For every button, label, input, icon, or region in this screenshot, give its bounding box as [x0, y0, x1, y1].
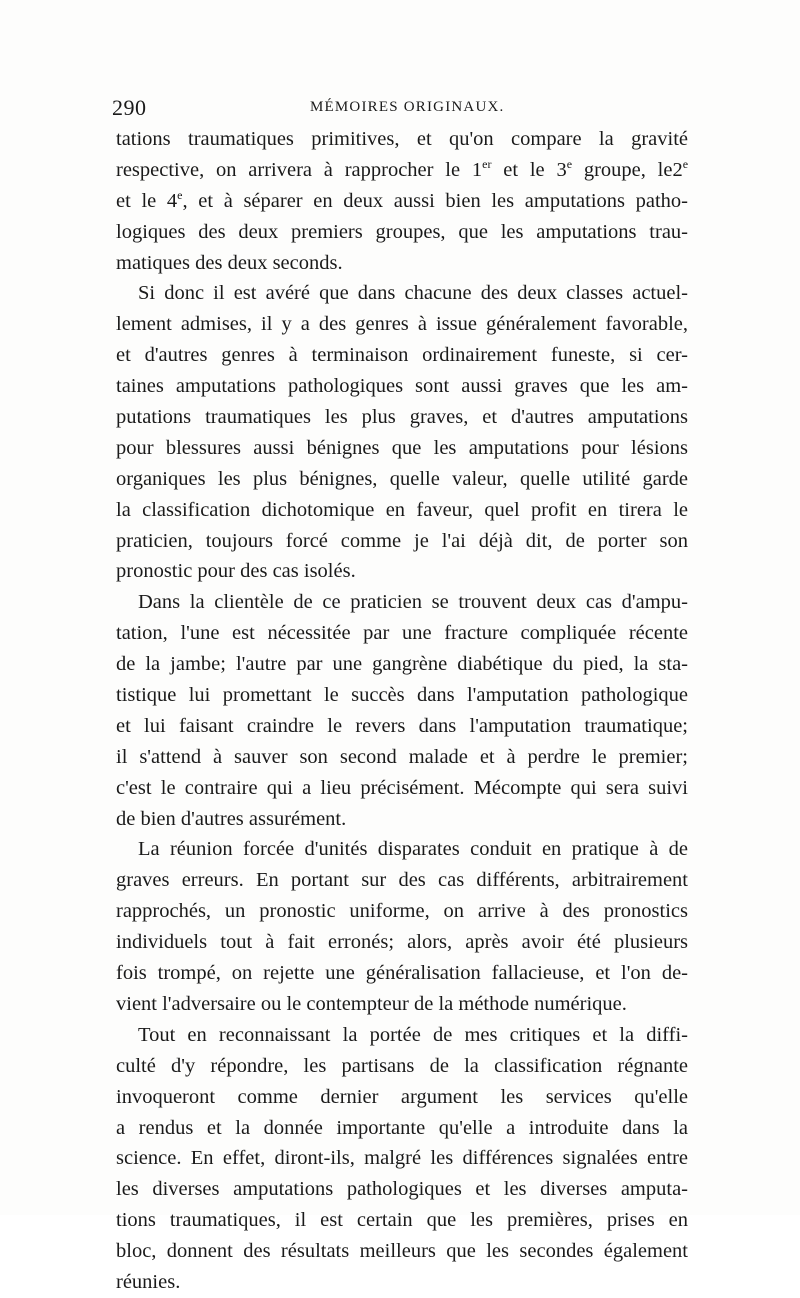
text-line: graves erreurs. En portant sur des cas différents, arbitrairement	[116, 869, 688, 892]
running-title: MÉMOIRES ORIGINAUX.	[310, 99, 505, 115]
text-line: a rendus et la donnée importante qu'elle a introduite dans la	[116, 1116, 688, 1139]
text-line: logiques des deux premiers groupes, que les amputations trau-	[116, 220, 688, 243]
ordinal-number: 4	[166, 189, 178, 212]
text-line: taines amputations pathologiques sont aussi graves que les am-	[116, 375, 688, 398]
paragraph-first-line: Dans la clientèle de ce praticien se trouvent deux cas d'ampu-	[138, 591, 688, 614]
text-line: pronostic pour des cas isolés.	[116, 560, 356, 583]
text-line: et lui faisant craindre le revers dans l'amputation traumatique;	[116, 714, 688, 737]
text-fragment: et le	[503, 158, 545, 181]
ordinal-number: 2	[672, 158, 683, 181]
text-fragment: , et à séparer en deux aussi bien les amputations patho-	[182, 189, 688, 212]
ordinal-suffix: e	[682, 156, 688, 171]
text-line: tistique lui promettant le succès dans l'amputation pathologique	[116, 684, 688, 707]
text-line: vient l'adversaire ou le contempteur de la méthode numérique.	[116, 992, 627, 1015]
text-line: praticien, toujours forcé comme je l'ai déjà dit, de porter son	[116, 529, 688, 552]
text-line	[116, 155, 688, 186]
page-header	[112, 95, 702, 125]
text-line: de bien d'autres assurément.	[116, 807, 347, 830]
text-line: il s'attend à sauver son second malade et à perdre le premier;	[116, 745, 688, 768]
text-line: bloc, donnent des résultats meilleurs que les secondes également	[116, 1240, 688, 1263]
text-line: rapprochés, un pronostic uniforme, on arrive à des pronostics	[116, 900, 688, 923]
text-line: pour blessures aussi bénignes que les amputations pour lésions	[116, 436, 688, 459]
paragraph-first-line: La réunion forcée d'unités disparates conduit en pratique à de	[138, 838, 688, 861]
text-line: science. En effet, diront-ils, malgré les différences signalées entre	[116, 1147, 688, 1170]
text-line: tions traumatiques, il est certain que les premières, prises en	[116, 1209, 688, 1232]
text-line: invoqueront comme dernier argument les services qu'elle	[116, 1085, 688, 1108]
text-line: matiques des deux seconds.	[116, 251, 343, 274]
paragraph-first-line: Si donc il est avéré que dans chacune des deux classes actuel-	[138, 282, 688, 305]
body-text	[116, 124, 688, 1298]
text-line: putations traumatiques les plus graves, et d'autres amputations	[116, 406, 688, 429]
ordinal-suffix: e	[177, 187, 183, 202]
text-line: organiques les plus bénignes, quelle valeur, quelle utilité garde	[116, 467, 688, 490]
text-line: et d'autres genres à terminaison ordinairement funeste, si cer-	[116, 344, 688, 367]
ordinal-number: 1	[471, 158, 483, 181]
text-line: tation, l'une est nécessitée par une fracture compliquée récente	[116, 622, 688, 645]
text-line: réunies.	[116, 1270, 181, 1293]
text-fragment: respective, on arrivera à rapprocher le	[116, 158, 461, 181]
text-line: de la jambe; l'autre par une gangrène diabétique du pied, la sta-	[116, 653, 688, 676]
text-line: c'est le contraire qui a lieu précisément. Mécompte qui sera suivi	[116, 776, 688, 799]
text-line: tations traumatiques primitives, et qu'on compare la gravité	[116, 128, 688, 150]
text-fragment: groupe, le	[583, 158, 673, 181]
text-line: lement admises, il y a des genres à issue généralement favorable,	[116, 313, 688, 336]
text-line: culté d'y répondre, les partisans de la classification régnante	[116, 1054, 688, 1077]
text-fragment: et le	[116, 189, 157, 212]
ordinal-suffix: er	[482, 156, 492, 171]
ordinal-number: 3	[556, 158, 567, 181]
text-line: les diverses amputations pathologiques et les diverses amputa-	[116, 1178, 688, 1201]
ordinal-suffix: e	[566, 156, 573, 171]
page-number: 290	[112, 95, 147, 120]
text-line	[116, 186, 688, 217]
text-line: fois trompé, on rejette une généralisation fallacieuse, et l'on de-	[116, 962, 688, 985]
text-line: la classification dichotomique en faveur, quel profit en tirera le	[116, 498, 688, 521]
text-line: individuels tout à fait erronés; alors, après avoir été plusieurs	[116, 931, 688, 954]
paragraph-first-line: Tout en reconnaissant la portée de mes critiques et la diffi-	[138, 1023, 688, 1046]
